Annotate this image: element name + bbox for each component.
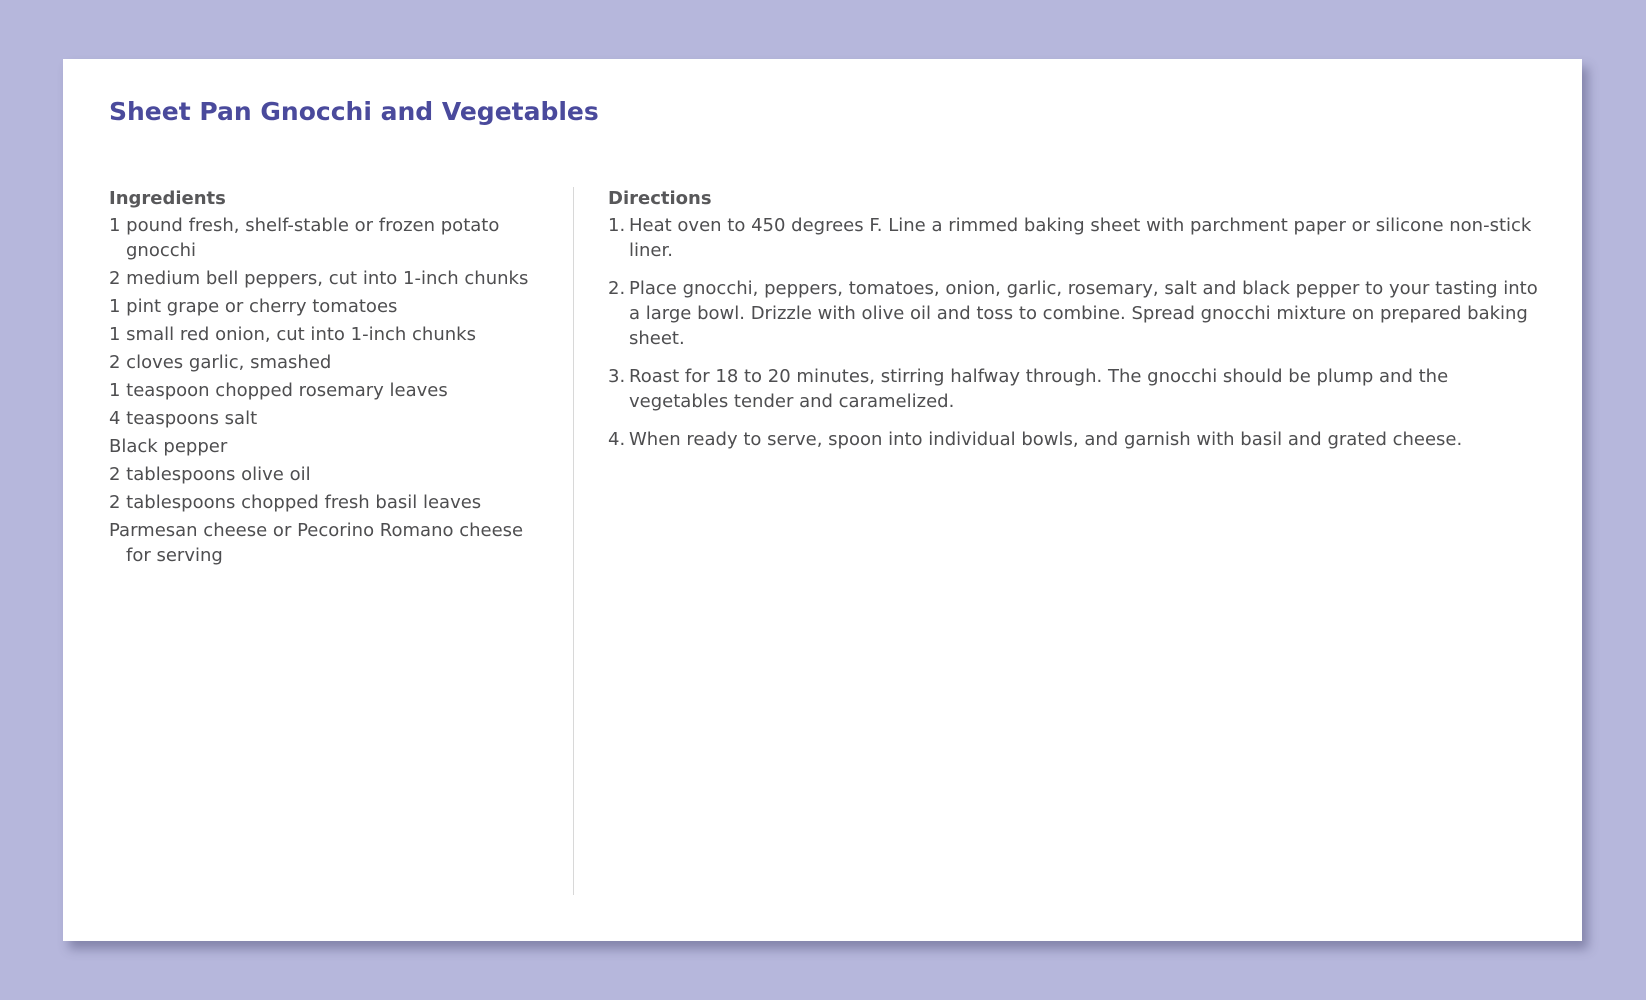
- step-text: When ready to serve, spoon into individual bowls, and garnish with basil and grated cheese.: [629, 429, 1463, 450]
- ingredient-item: 2 tablespoons chopped fresh basil leaves: [109, 492, 482, 513]
- ingredient-item: Parmesan cheese or Pecorino Romano cheese for serving: [109, 520, 524, 566]
- ingredients-heading: Ingredients: [109, 188, 226, 209]
- ingredient-item: Black pepper: [109, 436, 228, 457]
- ingredient-item: 2 tablespoons olive oil: [109, 464, 311, 485]
- ingredient-item: 1 pint grape or cherry tomatoes: [109, 296, 398, 317]
- recipe-card: [63, 59, 1582, 941]
- recipe-title: Sheet Pan Gnocchi and Vegetables: [109, 97, 599, 126]
- direction-step: [608, 213, 1538, 263]
- directions-heading: Directions: [608, 188, 712, 209]
- directions-section: [608, 188, 1538, 465]
- step-number: 4.: [608, 429, 626, 450]
- step-text: Place gnocchi, peppers, tomatoes, onion, garlic, rosemary, salt and black pepper to your tasting into a large bowl. Drizzle with olive oil and toss to combine. Spread gnocchi mixture on prepared baking sheet.: [629, 278, 1538, 349]
- ingredient-item: 1 small red onion, cut into 1-inch chunks: [109, 324, 476, 345]
- ingredient-item: 1 pound fresh, shelf-stable or frozen potato gnocchi: [109, 215, 500, 261]
- directions-list: [608, 213, 1538, 452]
- step-text: Roast for 18 to 20 minutes, stirring halfway through. The gnocchi should be plump and the vegetables tender and caramelized.: [629, 366, 1449, 412]
- direction-step: [608, 276, 1538, 351]
- step-number: 1.: [608, 215, 626, 236]
- direction-step: [608, 364, 1538, 414]
- ingredients-section: [109, 188, 549, 571]
- step-number: 3.: [608, 366, 626, 387]
- column-divider: [573, 187, 574, 895]
- ingredients-list: [109, 213, 549, 568]
- ingredient-item: 4 teaspoons salt: [109, 408, 258, 429]
- step-text: Heat oven to 450 degrees F. Line a rimmed baking sheet with parchment paper or silicone non-stick liner.: [629, 215, 1532, 261]
- ingredient-item: 1 teaspoon chopped rosemary leaves: [109, 380, 448, 401]
- ingredient-item: 2 cloves garlic, smashed: [109, 352, 332, 373]
- direction-step: [608, 427, 1538, 452]
- ingredient-item: 2 medium bell peppers, cut into 1-inch chunks: [109, 268, 529, 289]
- step-number: 2.: [608, 278, 626, 299]
